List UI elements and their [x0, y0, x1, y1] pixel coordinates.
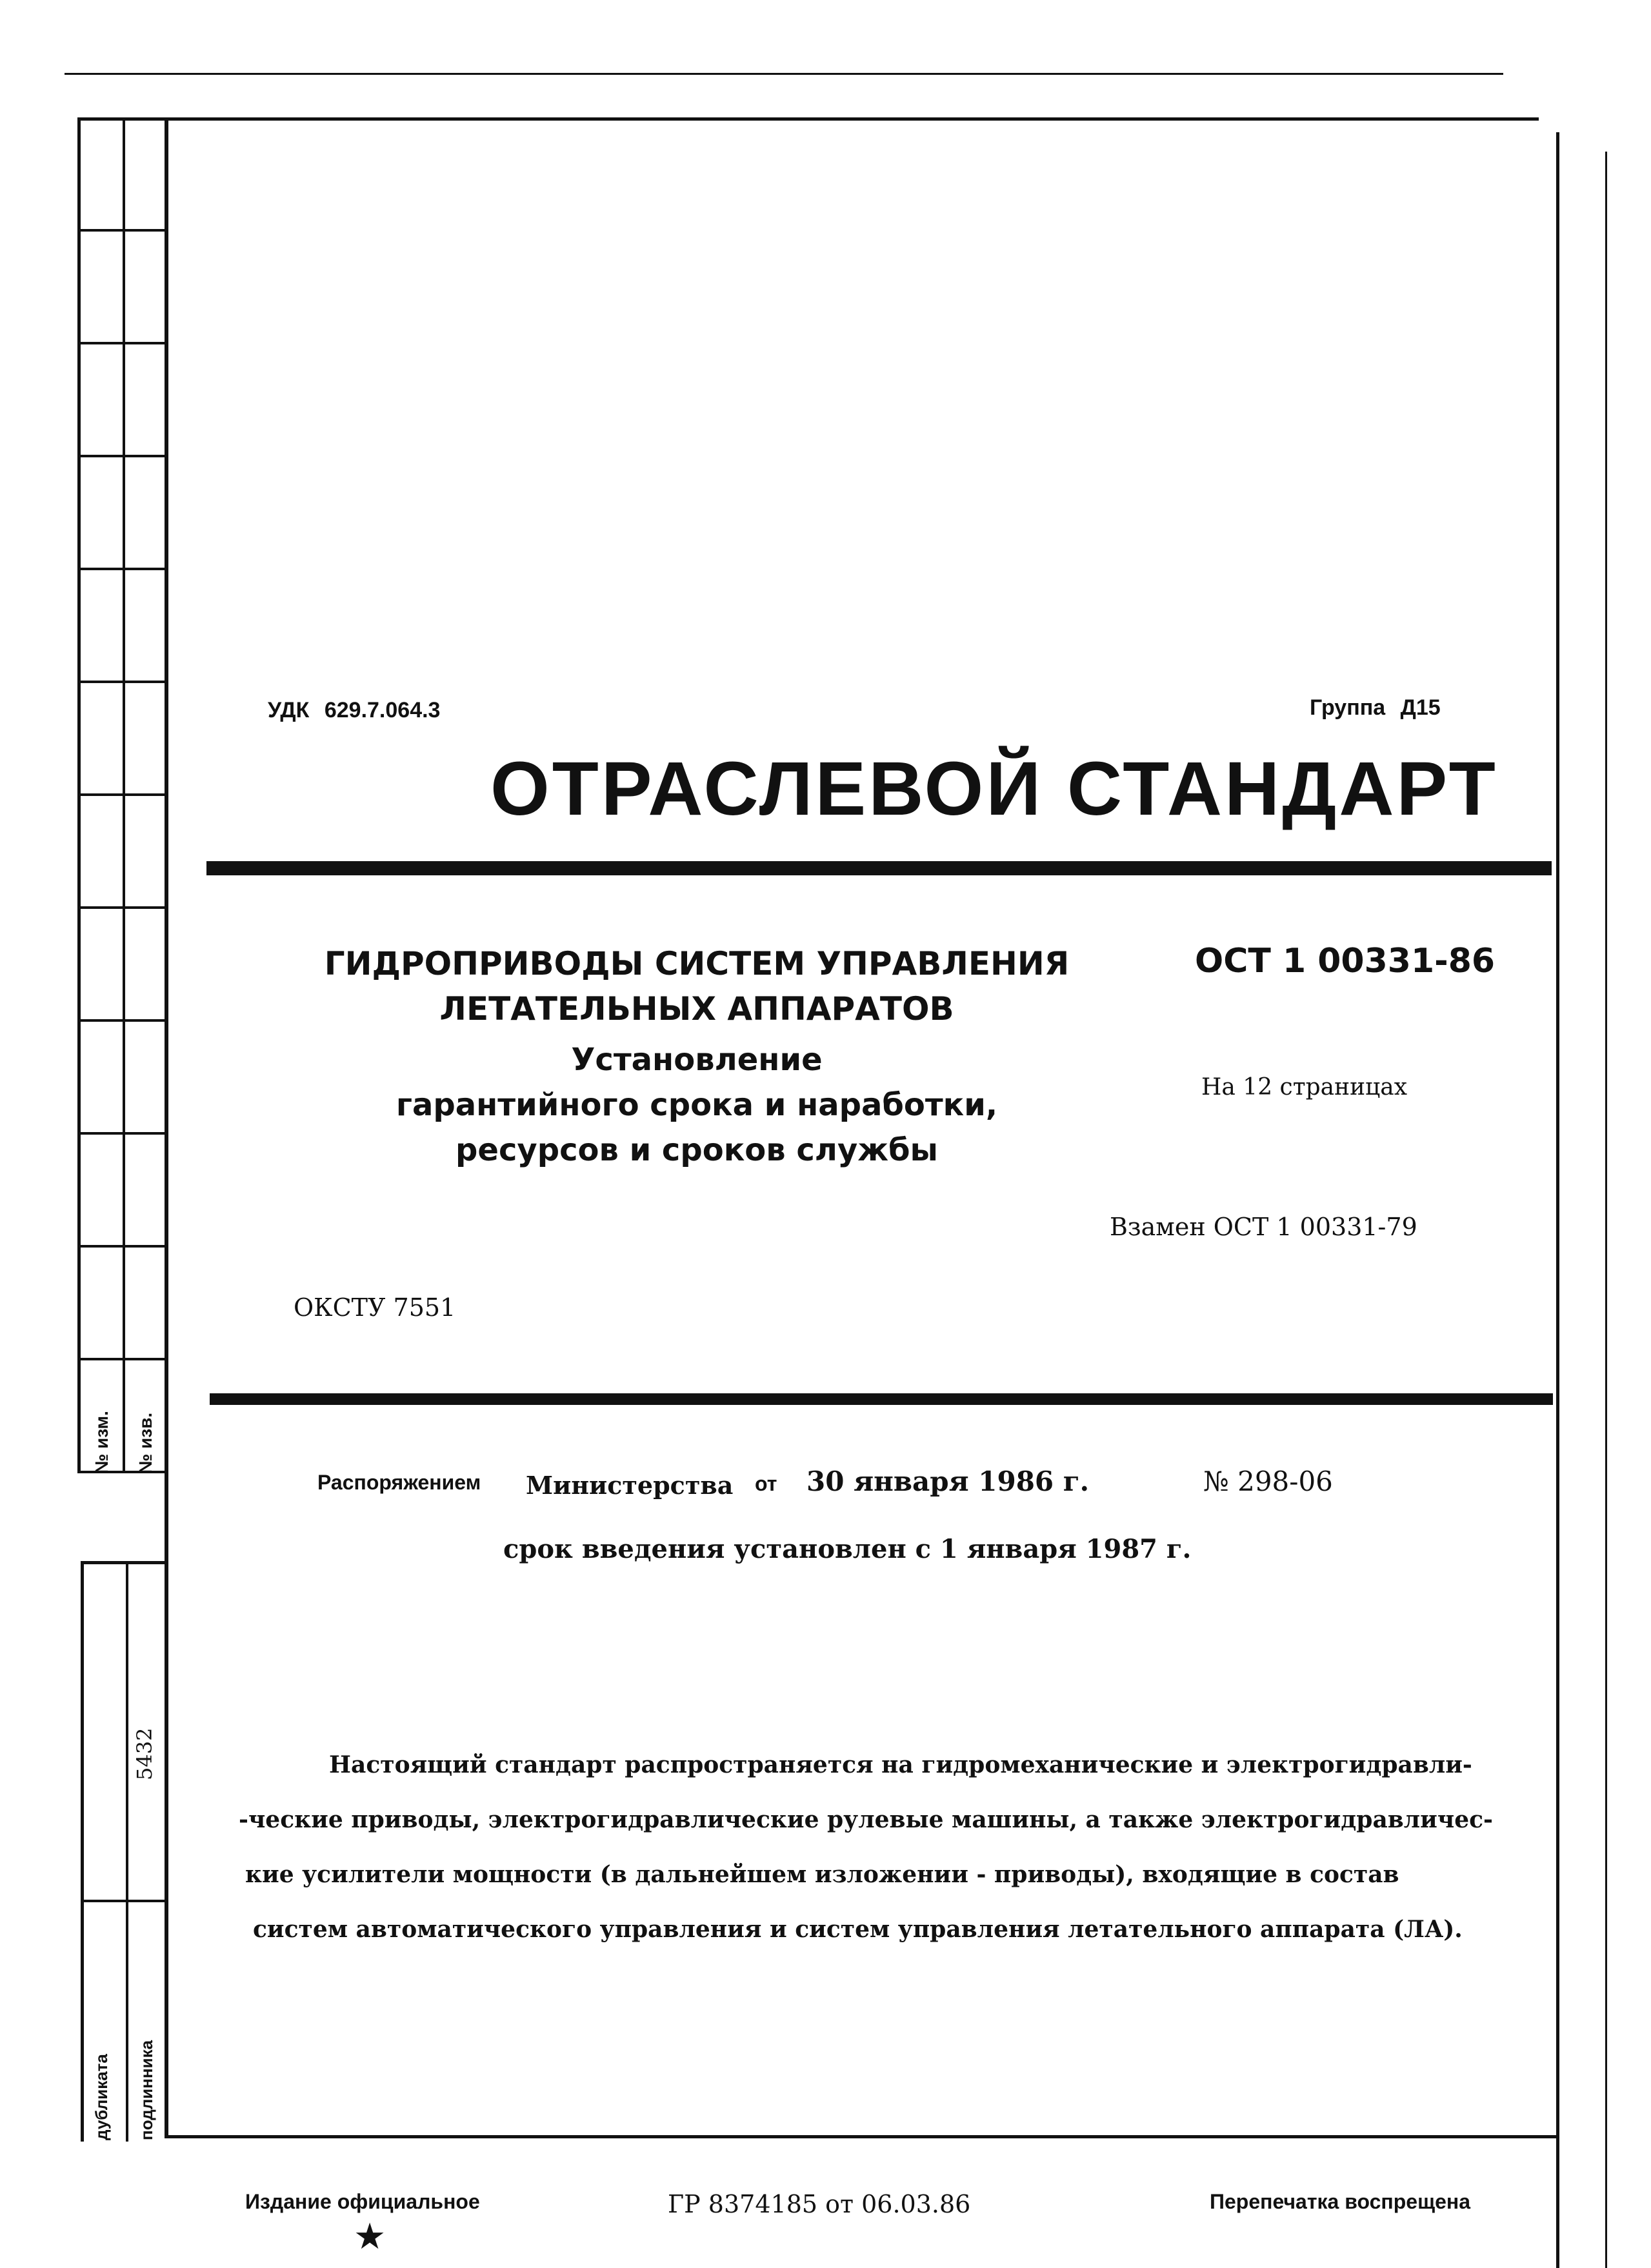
stamp-row	[77, 455, 168, 457]
title-rule	[206, 861, 1552, 875]
stamp-row	[77, 793, 168, 796]
frame-left	[165, 117, 168, 2136]
stamp-lower-row	[81, 1900, 168, 1902]
frame-bottom	[165, 2135, 1558, 2138]
block-rule	[210, 1393, 1553, 1405]
body-line-1: Настоящий стандарт распространяется на гидромеханические и электрогидравли-	[329, 1751, 1472, 1778]
document-designation: ОСТ 1 00331-86	[1195, 942, 1496, 980]
stamp-lower-top	[81, 1561, 168, 1564]
replaces-standard: Взамен ОСТ 1 00331-79	[1110, 1213, 1417, 1241]
stamp-row	[77, 681, 168, 683]
effective-date: срок введения установлен с 1 января 1987 г.	[503, 1534, 1192, 1564]
group-code: Группа Д15	[1310, 695, 1441, 720]
stamp-lower-left	[81, 1561, 84, 2142]
change-number-label: № изм.	[92, 1411, 112, 1474]
notice-number-label: № изв.	[135, 1412, 155, 1474]
document-subtitle-line3: ресурсов и сроков службы	[455, 1132, 938, 1168]
body-line-3: кие усилители мощности (в дальнейшем изложении - приводы), входящие в состав	[245, 1861, 1399, 1888]
approval-number: № 298-06	[1203, 1466, 1333, 1497]
edition-label: Издание официальное	[245, 2190, 480, 2213]
duplicate-label: дубликата	[92, 2054, 111, 2140]
document-subtitle-line2: гарантийного срока и наработки,	[395, 1087, 998, 1123]
stamp-row	[77, 1358, 168, 1360]
frame-right	[1556, 132, 1559, 2268]
okstu-code: ОКСТУ 7551	[294, 1293, 456, 1322]
original-inventory-number: 5432	[132, 1727, 157, 1780]
star-icon: ★	[354, 2216, 386, 2258]
approval-label: Распоряжением	[317, 1471, 481, 1494]
frame-right-outer	[1605, 152, 1607, 2268]
document-subtitle-line1: Установление	[571, 1042, 823, 1078]
body-line-4: систем автоматического управления и систем управления летательного аппарата (ЛА).	[253, 1916, 1463, 1943]
stamp-row	[77, 342, 168, 344]
document-name-line2: ЛЕТАТЕЛЬНЫХ АППАРАТОВ	[439, 990, 954, 1028]
stamp-row	[77, 1019, 168, 1022]
top-rule	[65, 73, 1503, 75]
stamp-lower-divider	[126, 1561, 128, 2142]
stamp-row	[77, 229, 168, 232]
stamp-row	[77, 906, 168, 909]
stamp-row	[77, 568, 168, 570]
document-name-line1: ГИДРОПРИВОДЫ СИСТЕМ УПРАВЛЕНИЯ	[324, 945, 1070, 982]
page-title: ОТРАСЛЕВОЙ СТАНДАРТ	[490, 746, 1498, 831]
stamp-row	[77, 1132, 168, 1135]
registration-number: ГР 8374185 от 06.03.86	[668, 2190, 971, 2218]
approval-date: 30 января 1986 г.	[806, 1466, 1090, 1497]
body-line-2: -ческие приводы, электрогидравлические рулевые машины, а также электрогидравличес-	[239, 1806, 1493, 1833]
stamp-row	[77, 1245, 168, 1248]
page-count: На 12 страницах	[1201, 1074, 1408, 1100]
udk-code: УДК 629.7.064.3	[268, 698, 441, 722]
approval-ministry: Министерства	[526, 1471, 734, 1500]
frame-top	[77, 117, 1539, 121]
original-label: подлинника	[137, 2040, 156, 2140]
reprint-notice: Перепечатка воспрещена	[1210, 2190, 1470, 2213]
approval-from: от	[755, 1472, 777, 1495]
